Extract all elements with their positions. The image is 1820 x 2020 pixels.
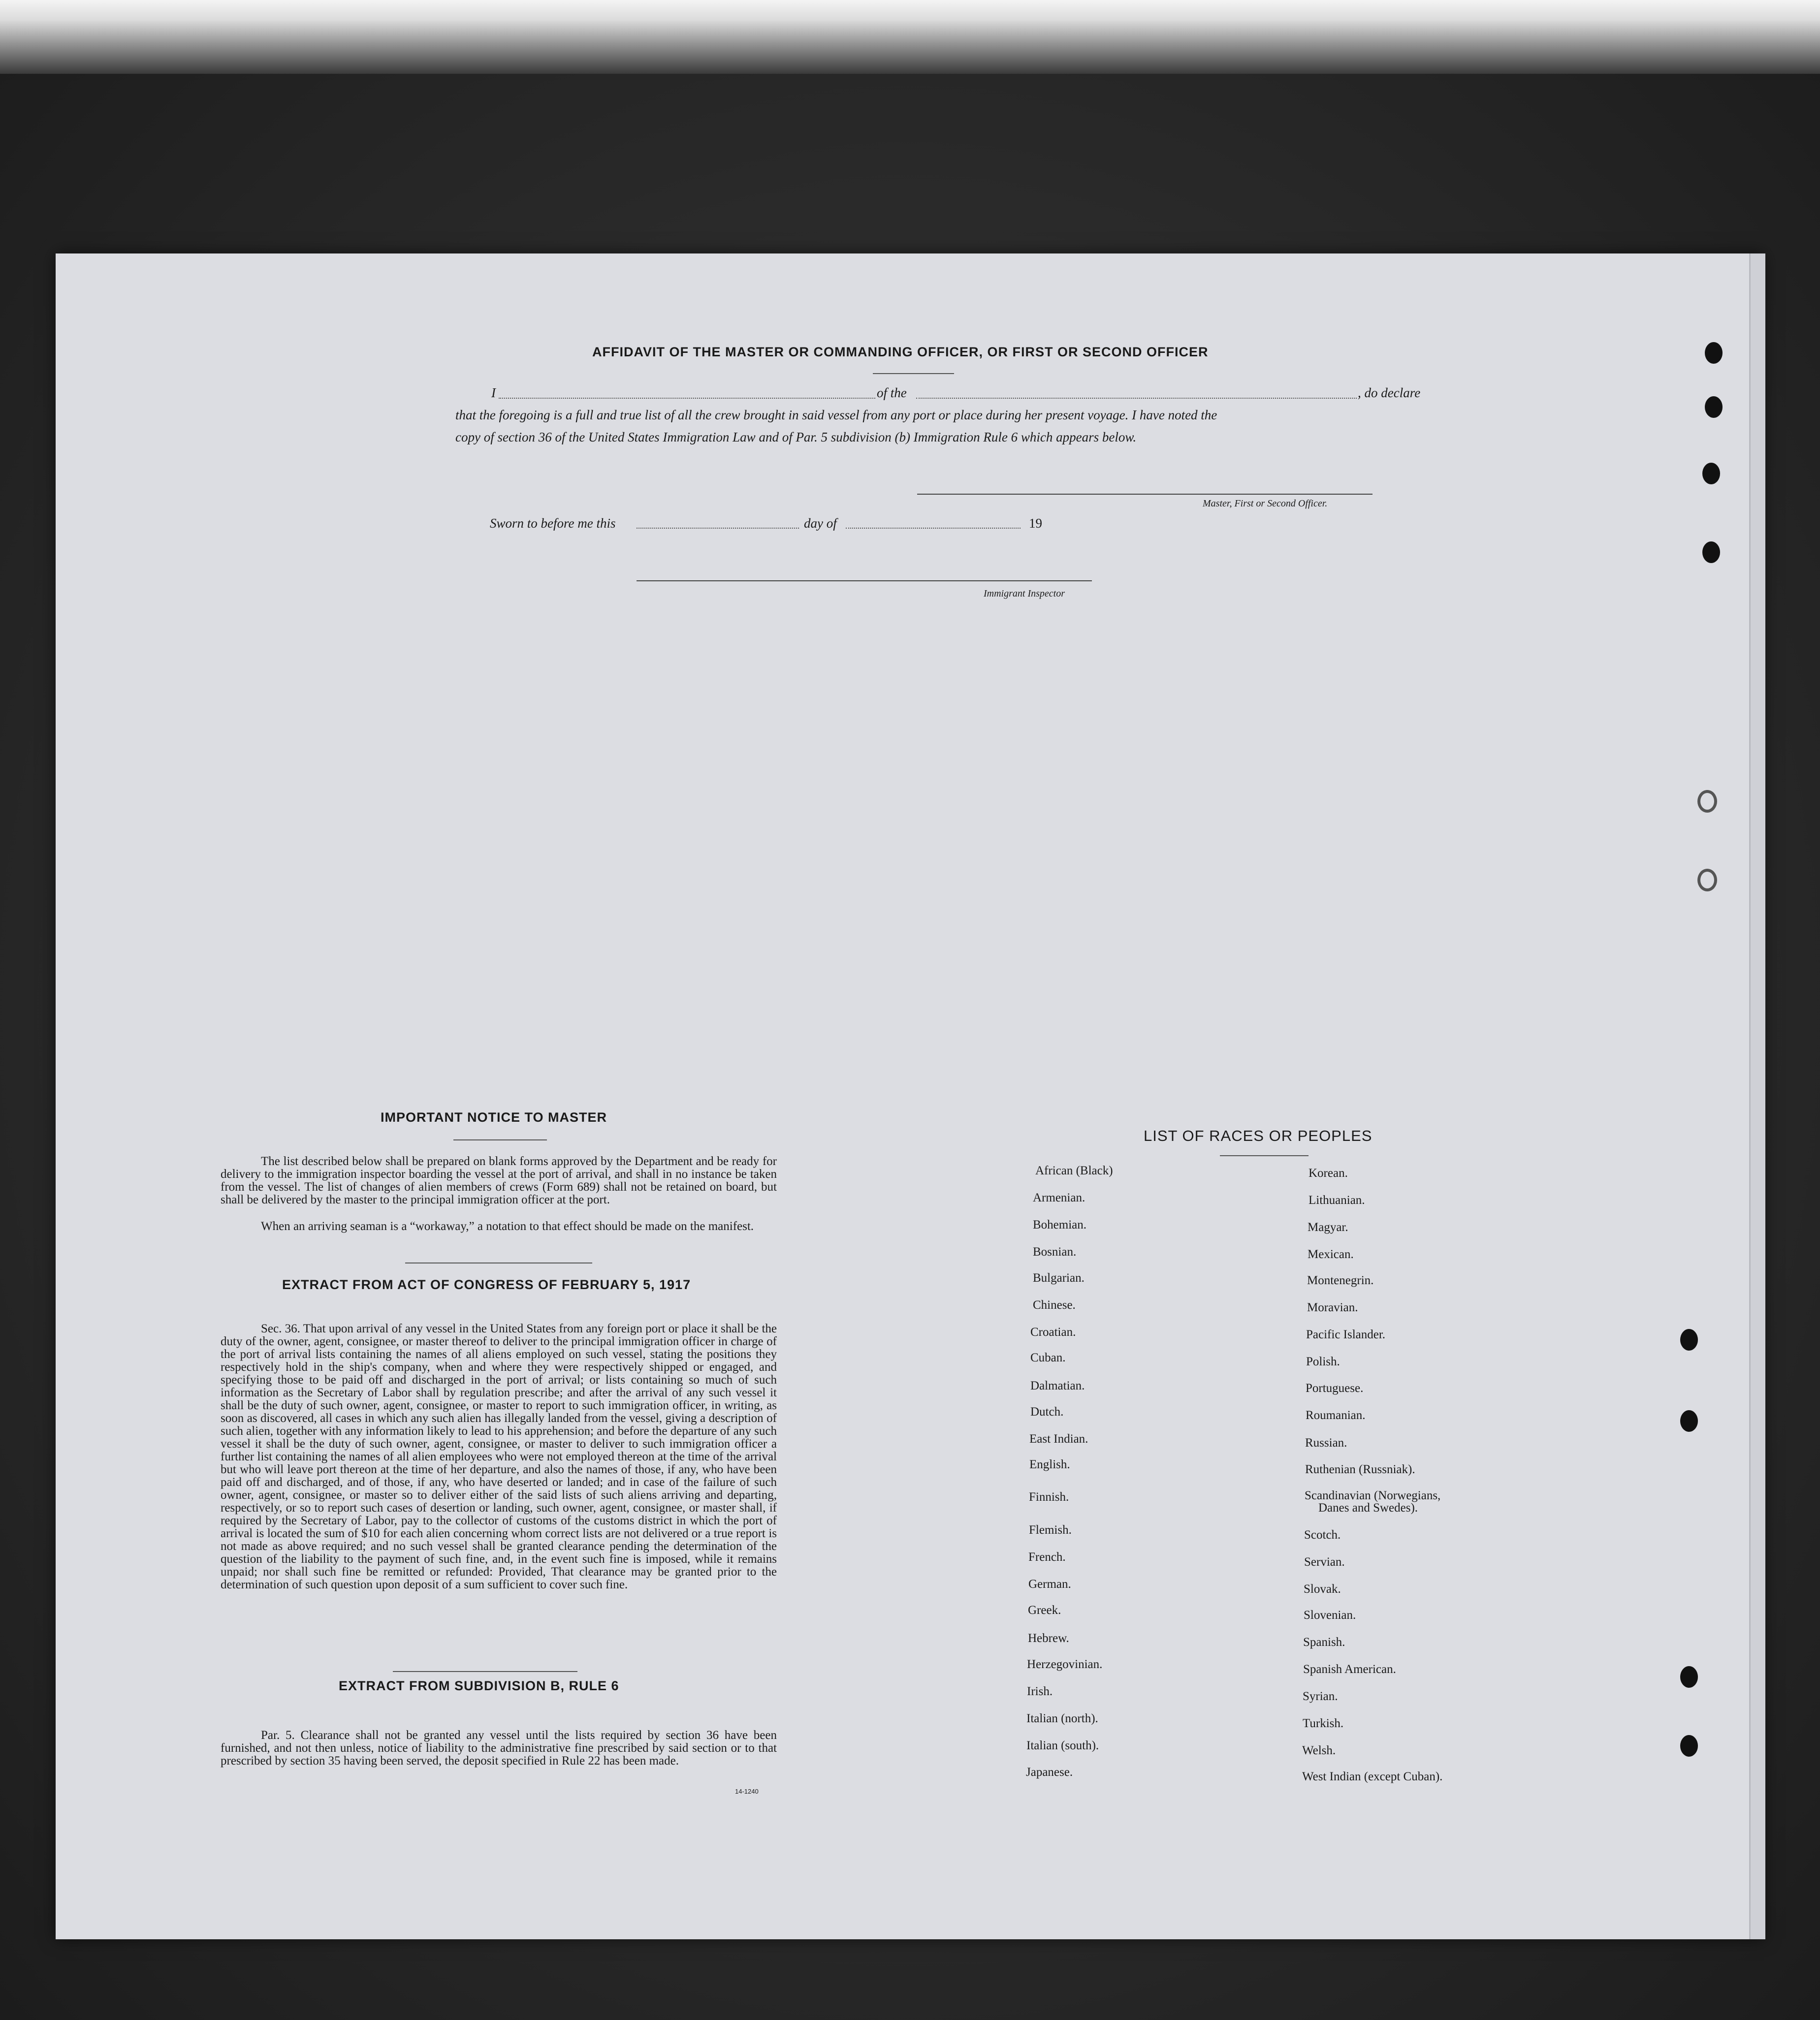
divider — [1220, 1155, 1309, 1156]
race-item: East Indian. — [1029, 1432, 1088, 1446]
race-item: Mexican. — [1308, 1248, 1354, 1261]
race-item: Spanish. — [1303, 1636, 1345, 1649]
race-item: Chinese. — [1033, 1298, 1076, 1312]
race-item: Greek. — [1028, 1604, 1061, 1617]
binder-hole-icon — [1697, 790, 1717, 813]
binder-hole-icon — [1680, 1735, 1698, 1757]
binder-hole-icon — [1680, 1329, 1698, 1351]
name-blank — [499, 398, 875, 399]
binder-hole-icon — [1680, 1666, 1698, 1688]
race-item: Russian. — [1305, 1436, 1347, 1450]
race-item: Bulgarian. — [1033, 1271, 1085, 1285]
divider — [453, 1139, 547, 1140]
race-item: Hebrew. — [1028, 1632, 1069, 1645]
divider — [873, 373, 954, 374]
signature-label: Master, First or Second Officer. — [1203, 498, 1328, 509]
race-item: Herzegovinian. — [1027, 1658, 1103, 1671]
race-item: Croatian. — [1030, 1326, 1076, 1339]
race-item: Moravian. — [1307, 1301, 1358, 1314]
sworn-day-of: day of — [804, 516, 837, 531]
race-item: Servian. — [1304, 1555, 1345, 1569]
binder-hole-icon — [1702, 463, 1720, 484]
race-item: Welsh. — [1302, 1744, 1336, 1757]
film-leader — [0, 0, 1820, 74]
race-item: Montenegrin. — [1307, 1274, 1374, 1287]
race-item: Slovak. — [1304, 1582, 1341, 1596]
race-item: Roumanian. — [1306, 1409, 1366, 1422]
act-title: EXTRACT FROM ACT OF CONGRESS OF FEBRUARY 5, 1917 — [282, 1277, 691, 1292]
page-edge — [1749, 253, 1765, 1939]
race-item: Flemish. — [1029, 1523, 1072, 1537]
affidavit-line-2: that the foregoing is a full and true list of all the crew brought in said vessel from any port or place during her present voyage. I have noted the — [455, 408, 1217, 422]
sworn-prefix: Sworn to before me this — [490, 516, 616, 531]
sworn-year: 19 — [1029, 516, 1042, 531]
binder-hole-icon — [1697, 869, 1717, 891]
race-item: Syrian. — [1303, 1690, 1338, 1703]
race-item: Korean. — [1309, 1167, 1348, 1180]
race-item: Slovenian. — [1304, 1609, 1356, 1622]
signature-line — [917, 494, 1373, 495]
inspector-signature-line — [637, 580, 1092, 581]
race-item: Dalmatian. — [1030, 1379, 1085, 1392]
race-item: Polish. — [1306, 1355, 1340, 1368]
race-item: Lithuanian. — [1309, 1194, 1365, 1207]
divider — [393, 1671, 577, 1672]
act-text: Sec. 36. That upon arrival of any vessel in the United States from any foreign port or place it shall be the duty of the owner, agent, consignee, or master thereof to deliver to the principal immigration officer in charge of the port of arrival lists containing the names of all aliens employed on such vessel, stating the positions they respectively hold in the ship's company, when and where they were respectively shipped or engaged, and specifying those to be paid off and discharged in the port of arrival; or lists containing so much of such information as the Secretary of Labor shall by regulation prescribe; and after the arrival of any such vessel it shall be the duty of such owner, agent, consignee, or master to report to such immigration officer, in writing, as soon as discovered, all cases in which any such alien has illegally landed from the vessel, giving a description of such alien, together with any information likely to lead to his apprehension; and before the departure of any such vessel it shall be the duty of such owner, agent, consignee, or master to deliver to such immigration officer a further list containing the names of all alien employees who were not employed thereon at the time of the arrival but who will leave port thereon at the time of her departure, and also the names of those, if any, who have been paid off and discharged, and of those, if any, who have deserted or landed; and in case of the failure of such owner, agent, consignee, or master so to deliver either of the said lists of such aliens arriving and departing, respectively, or so to report such cases of desertion or landing, such owner, agent, consignee, or master shall, if required by the Secretary of Labor, pay to the collector of customs of the customs district in which the port of arrival is located the sum of $10 for each alien concerning whom correct lists are not delivered or a true report is not made as above required; and no such vessel shall be granted clearance pending the determination of the question of the liability to the payment of such fine, and, in the event such fine is imposed, while it remains unpaid; nor shall such fine be remitted or refunded: Provided, That clearance may be granted prior to the determination of such question upon deposit of a sum sufficient to cover such fine. — [221, 1322, 777, 1591]
race-item: Magyar. — [1308, 1221, 1348, 1234]
race-item: Dutch. — [1030, 1405, 1064, 1419]
race-item: Scotch. — [1304, 1528, 1341, 1542]
race-item: French. — [1028, 1550, 1066, 1564]
notice-paragraph-2: When an arriving seaman is a “workaway,” a notation to that effect should be made on the manifest. — [261, 1220, 754, 1233]
race-item: African (Black) — [1035, 1164, 1113, 1177]
binder-hole-icon — [1705, 342, 1723, 364]
form-number: 14-1240 — [735, 1788, 759, 1795]
race-item: Japanese. — [1026, 1766, 1073, 1779]
race-item: Finnish. — [1029, 1490, 1069, 1504]
affidavit-of-the: of the — [877, 385, 907, 400]
race-item: Cuban. — [1030, 1351, 1066, 1364]
race-item: German. — [1028, 1578, 1071, 1591]
affidavit-title: AFFIDAVIT OF THE MASTER OR COMMANDING OFFICER, OR FIRST OR SECOND OFFICER — [592, 345, 1209, 359]
divider — [405, 1262, 592, 1263]
race-item: Italian (north). — [1026, 1712, 1098, 1725]
sworn-day-blank — [637, 528, 799, 529]
binder-hole-icon — [1702, 541, 1720, 563]
race-item: Danes and Swedes). — [1318, 1501, 1418, 1515]
race-item: Bosnian. — [1033, 1245, 1077, 1259]
affidavit-i: I — [491, 385, 496, 400]
binder-hole-icon — [1680, 1410, 1698, 1432]
vessel-blank — [916, 398, 1357, 399]
affidavit-declare: , do declare — [1358, 385, 1421, 400]
rule-title: EXTRACT FROM SUBDIVISION B, RULE 6 — [339, 1678, 619, 1693]
race-item: Turkish. — [1303, 1717, 1344, 1730]
race-item: Bohemian. — [1033, 1218, 1087, 1231]
sworn-month-blank — [846, 528, 1021, 529]
affidavit-line-3: copy of section 36 of the United States Immigration Law and of Par. 5 subdivision (b) Immigration Rule 6 which appears below. — [455, 430, 1137, 444]
race-item: Spanish American. — [1303, 1663, 1396, 1676]
race-item: Armenian. — [1033, 1191, 1086, 1204]
race-item: Portuguese. — [1306, 1382, 1364, 1395]
document-page — [56, 253, 1764, 1939]
binder-hole-icon — [1705, 396, 1723, 418]
race-item: Irish. — [1027, 1685, 1053, 1698]
race-item: Italian (south). — [1026, 1739, 1099, 1752]
races-title: LIST OF RACES OR PEOPLES — [1144, 1127, 1373, 1144]
race-item: Scandinavian (Norwegians, — [1305, 1489, 1441, 1502]
race-item: Pacific Islander. — [1306, 1328, 1386, 1341]
rule-text: Par. 5. Clearance shall not be granted any vessel until the lists required by section 36 have been furnished, and not then unless, notice of liability to the administrative fine prescribed by said section or to that prescribed by section 35 having been served, the deposit specified in Rule 22 has been made. — [221, 1729, 777, 1768]
race-item: Ruthenian (Russniak). — [1305, 1463, 1415, 1476]
race-item: English. — [1029, 1458, 1070, 1471]
inspector-label: Immigrant Inspector — [984, 588, 1065, 599]
race-item: West Indian (except Cuban). — [1302, 1770, 1443, 1783]
notice-paragraph-1: The list described below shall be prepared on blank forms approved by the Department and be ready for delivery to the immigration inspector boarding the vessel at the port of arrival, and shall in no instance be taken from the vessel. The list of changes of alien members of crews (Form 689) shall not be retained on board, but shall be delivered by the master to the principal immigration officer at the port. — [221, 1155, 777, 1206]
notice-title: IMPORTANT NOTICE TO MASTER — [381, 1110, 607, 1125]
